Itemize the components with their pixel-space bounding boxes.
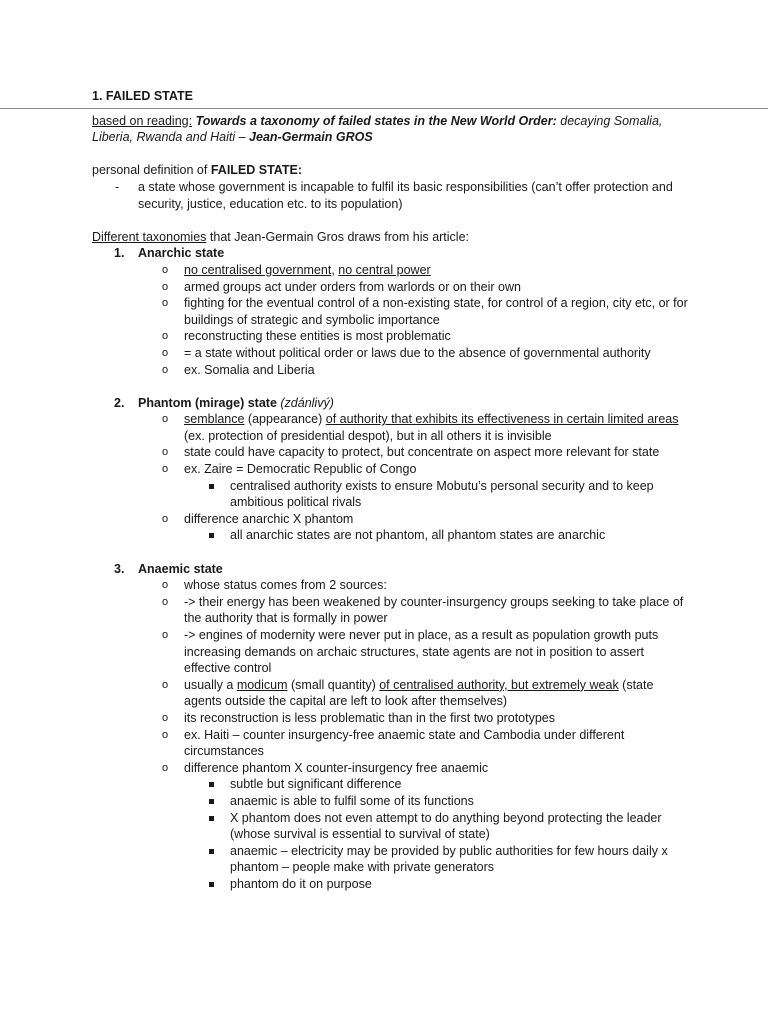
list-item: o difference anarchic X phantom (162, 511, 354, 526)
square-bullet-icon (209, 816, 214, 821)
list-item: o -> engines of modernity were never put in place, as a result as population growth puts increasing demands on archaic structures, state agents are not in position to assert effective control (162, 628, 659, 676)
sub-list-item: X phantom does not even attempt to do anything beyond protecting the leader (whose survival is essential to survival of state) (92, 810, 692, 843)
reading-title: Towards a taxonomy of failed states in the New World Order: (195, 113, 557, 128)
list-item: o = a state without political order or laws due to the absence of governmental authority (162, 345, 651, 360)
list-item: o difference phantom X counter-insurgency free anaemic (162, 760, 489, 775)
sub-list-item: all anarchic states are not phantom, all phantom states are anarchic (92, 527, 692, 544)
reading-subtitle: decaying Somalia, Liberia, Rwanda and Haiti – (92, 113, 663, 145)
list-item: o -> their energy has been weakened by counter-insurgency groups seeking to take place of the authority that is formally in power (162, 594, 684, 626)
list-item: o no centralised government, no central power (162, 262, 431, 277)
list-item: o state could have capacity to protect, but concentrate on aspect more relevant for state (162, 445, 660, 460)
list-item: o semblance (appearance) of authority that exhibits its effectiveness in certain limited areas (ex. protection of presidential despot), but in all others it is invisible (162, 412, 679, 443)
square-bullet-icon (209, 799, 214, 804)
list-item: o fighting for the eventual control of a non-existing state, for control of a region, city etc, or for buildings of strategic and symbolic importance (162, 296, 688, 327)
list-item: o reconstructing these entities is most problematic (162, 329, 451, 344)
page-title: 1. FAILED STATE (92, 89, 193, 103)
definition-term: FAILED STATE: (210, 163, 303, 178)
list-item: o whose status comes from 2 sources: (162, 578, 387, 593)
square-bullet-icon (209, 849, 214, 854)
sub-list-item: anaemic is able to fulfil some of its functions (92, 793, 692, 810)
section-anaemic-heading: 3. Anaemic state (114, 561, 223, 576)
sub-list-item: centralised authority exists to ensure Mobutu’s personal security and to keep ambitious political rivals (92, 478, 692, 511)
taxonomies-intro: Different taxonomies that Jean-Germain Gros draws from his article: (92, 229, 470, 244)
list-item: o armed groups act under orders from warlords or on their own (162, 279, 521, 294)
section-phantom-heading: 2. Phantom (mirage) state (zdánlivý) (114, 395, 334, 410)
section-anarchic-heading: 1. Anarchic state (114, 246, 225, 261)
square-bullet-icon (209, 533, 214, 538)
list-item: o ex. Somalia and Liberia (162, 362, 315, 377)
list-item: o usually a modicum (small quantity) of centralised authority, but extremely weak (state agents outside the capital are left to look after themselves) (162, 677, 654, 709)
reading-author: Jean-Germain GROS (249, 130, 373, 145)
sub-list-item: phantom do it on purpose (92, 876, 692, 893)
square-bullet-icon (209, 484, 214, 489)
document-body (92, 88, 692, 893)
square-bullet-icon (209, 882, 214, 887)
reading-line (92, 113, 692, 146)
definition-item: - a state whose government is incapable to fulfil its basic responsibilities (can’t offer protection and security, justice, education etc. to its population) (115, 179, 673, 211)
sub-list-item: anaemic – electricity may be provided by public authorities for few hours daily x phantom – people make with private generators (92, 843, 692, 876)
sub-list-item: subtle but significant difference (92, 776, 692, 793)
definition-label: personal definition of FAILED STATE: (92, 163, 303, 178)
list-item: o ex. Zaire = Democratic Republic of Congo (162, 462, 417, 477)
square-bullet-icon (209, 782, 214, 787)
list-item: o ex. Haiti – counter insurgency-free anaemic state and Cambodia under different circumstances (162, 727, 625, 759)
dash-marker: - (115, 179, 120, 194)
reading-prefix: based on reading: (92, 113, 193, 128)
list-item: o its reconstruction is less problematic than in the first two prototypes (162, 710, 555, 725)
